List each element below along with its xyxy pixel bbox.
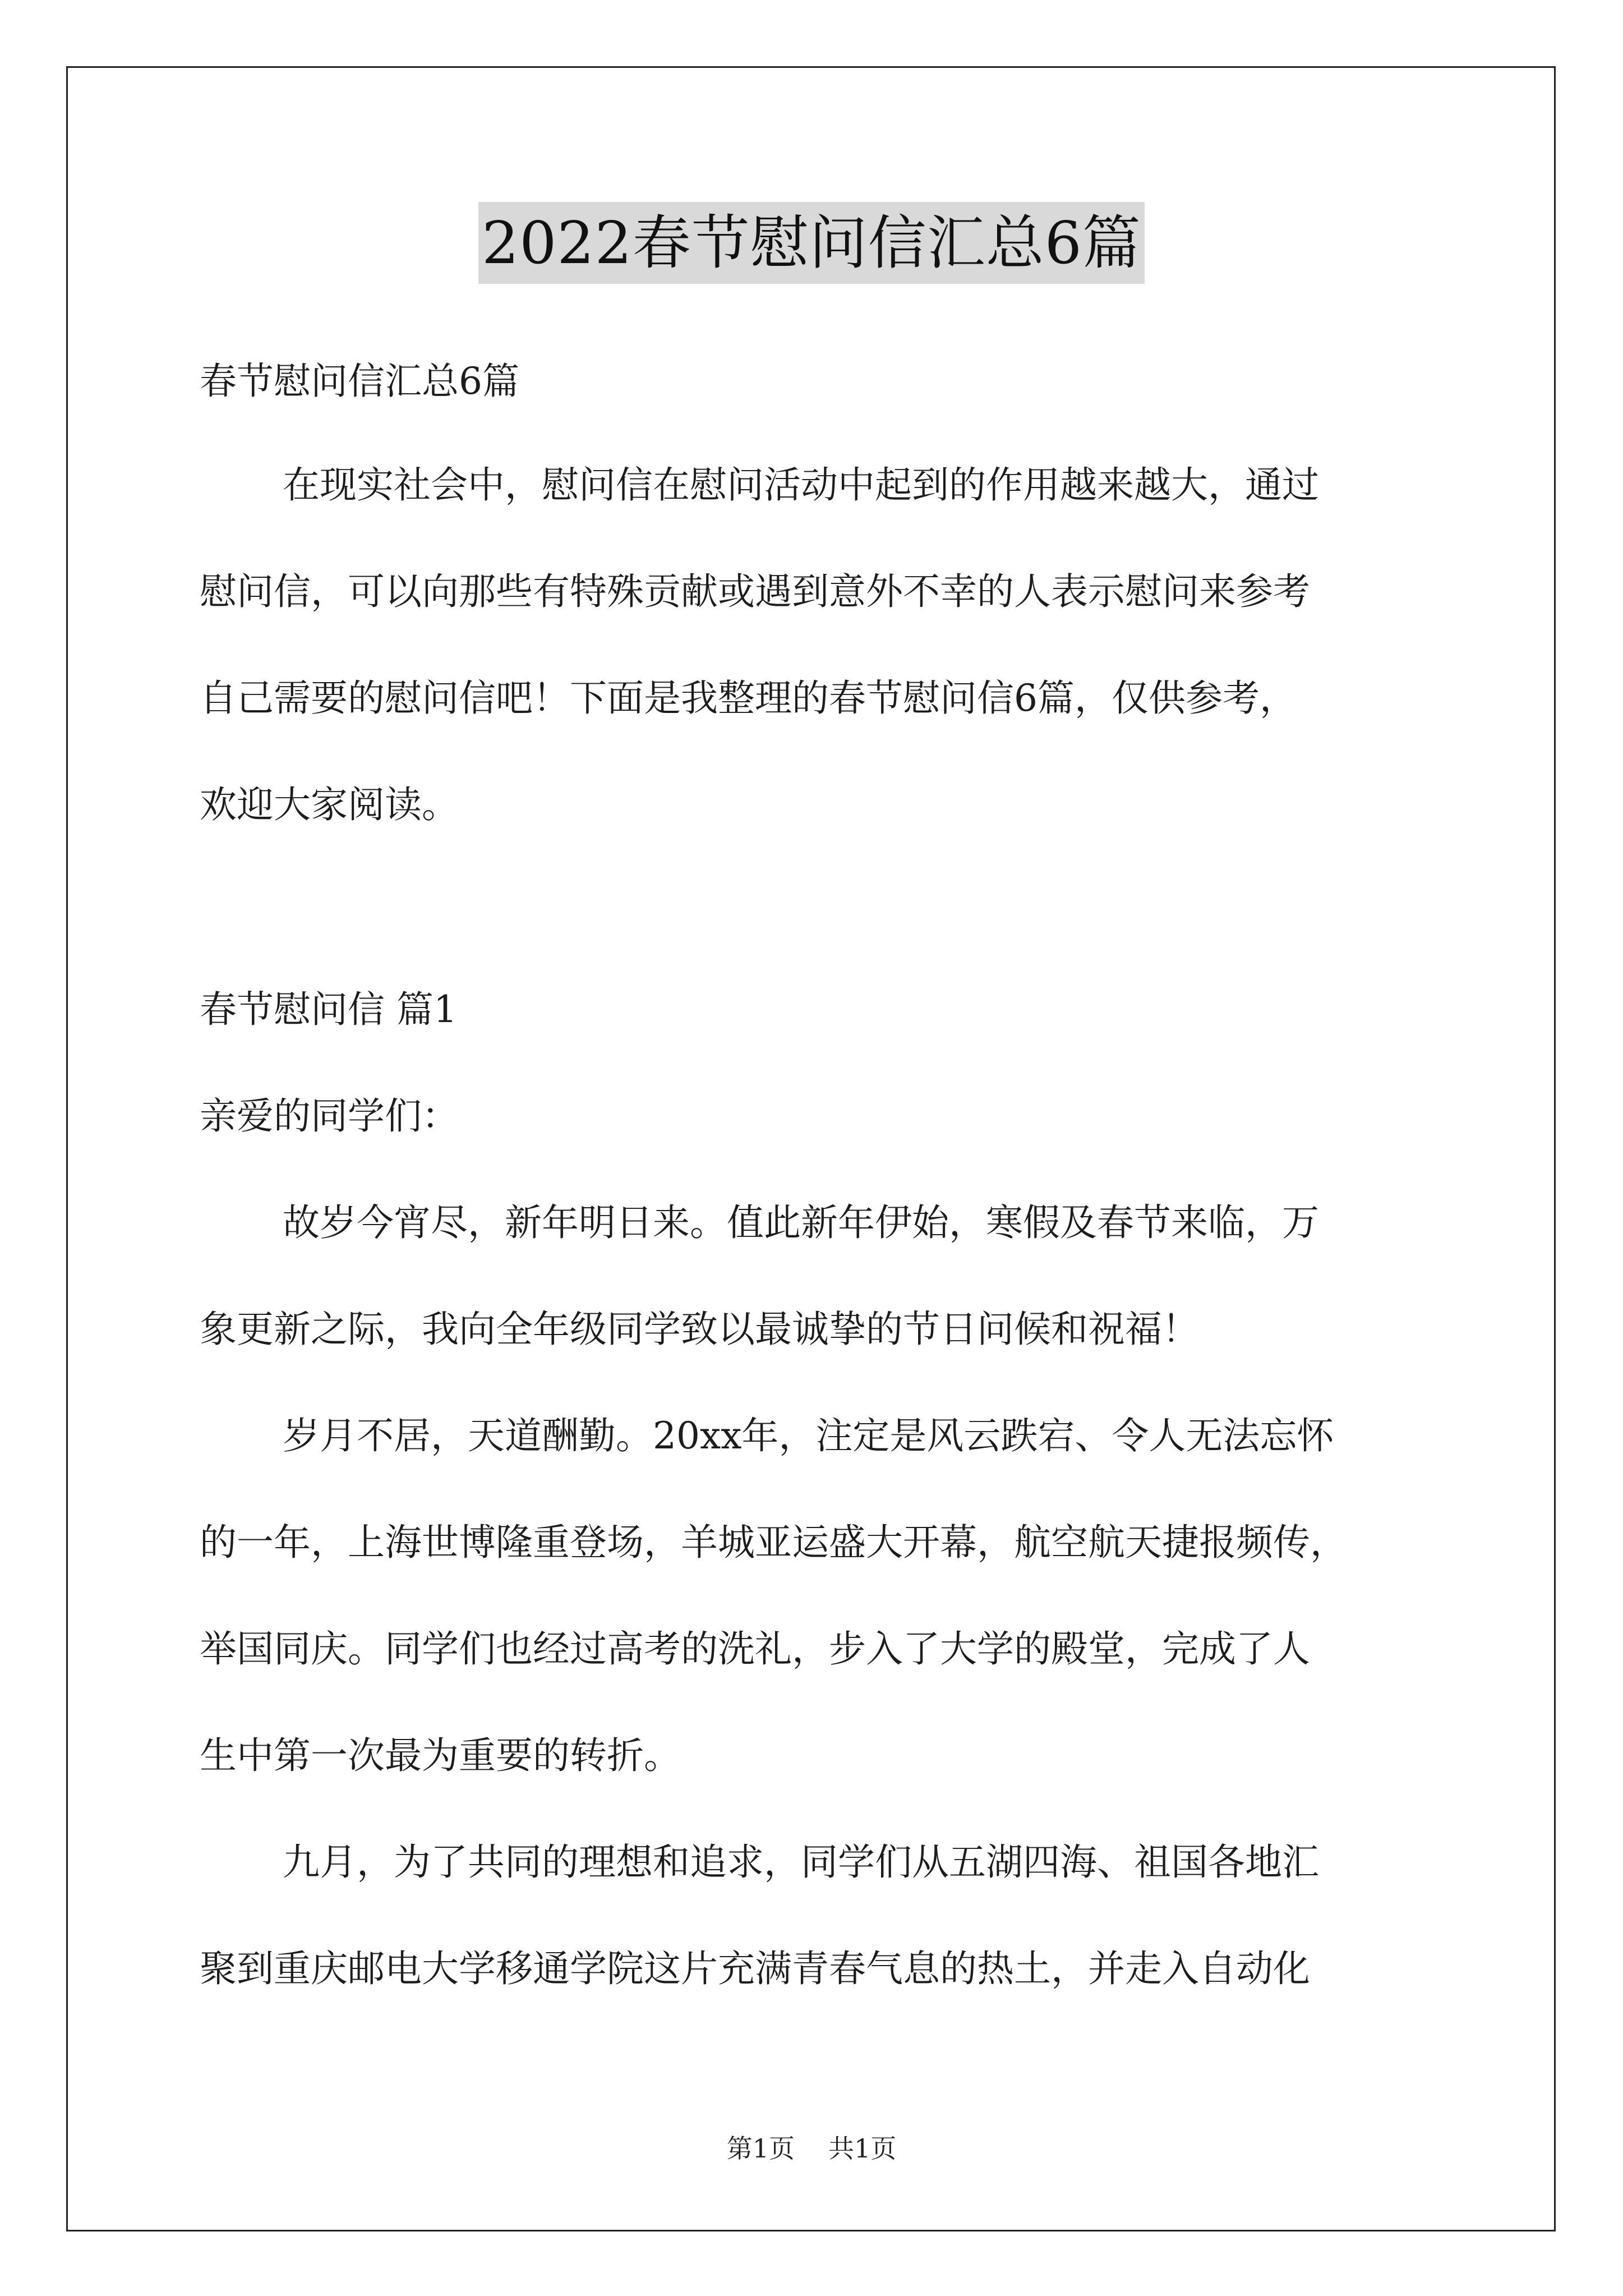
document-title: 2022春节慰问信汇总6篇 bbox=[478, 202, 1145, 284]
title-wrap bbox=[0, 202, 1623, 284]
paragraph3-line-2: 聚到重庆邮电大学移通学院这片充满青春气息的热土，并走入自动化 bbox=[200, 1947, 1310, 1990]
page-number-current: 第1页 bbox=[726, 2133, 795, 2164]
paragraph1-line-2: 象更新之际，我向全年级同学致以最诚挚的节日问候和祝福！ bbox=[200, 1308, 1199, 1351]
page-number-total: 共1页 bbox=[828, 2133, 897, 2164]
paragraph2-line-4: 生中第一次最为重要的转折。 bbox=[200, 1734, 681, 1777]
greeting: 亲爱的同学们： bbox=[200, 1094, 459, 1138]
page-footer bbox=[0, 2132, 1623, 2165]
document-subtitle: 春节慰问信汇总6篇 bbox=[200, 360, 519, 403]
section-heading: 春节慰问信 篇1 bbox=[200, 988, 457, 1031]
intro-line-1: 在现实社会中，慰问信在慰问活动中起到的作用越来越大，通过 bbox=[283, 463, 1319, 507]
paragraph2-line-1: 岁月不居，天道酬勤。20xx年，注定是风云跌宕、令人无法忘怀 bbox=[283, 1414, 1334, 1457]
paragraph3-line-1: 九月，为了共同的理想和追求，同学们从五湖四海、祖国各地汇 bbox=[283, 1841, 1319, 1884]
paragraph2-line-2: 的一年，上海世博隆重登场，羊城亚运盛大开幕，航空航天捷报频传， bbox=[200, 1521, 1347, 1564]
paragraph2-line-3: 举国同庆。同学们也经过高考的洗礼，步入了大学的殿堂，完成了人 bbox=[200, 1627, 1310, 1671]
intro-line-4: 欢迎大家阅读。 bbox=[200, 783, 459, 826]
intro-line-3: 自己需要的慰问信吧！下面是我整理的春节慰问信6篇，仅供参考， bbox=[200, 677, 1297, 720]
intro-line-2: 慰问信，可以向那些有特殊贡献或遇到意外不幸的人表示慰问来参考 bbox=[200, 570, 1310, 613]
paragraph1-line-1: 故岁今宵尽，新年明日来。值此新年伊始，寒假及春节来临，万 bbox=[283, 1201, 1319, 1244]
